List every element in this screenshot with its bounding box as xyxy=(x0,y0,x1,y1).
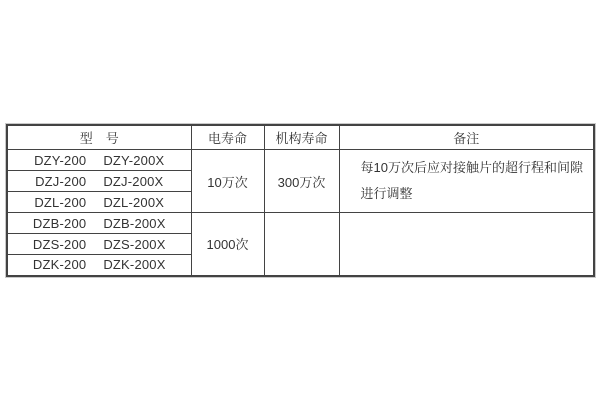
table-row-dzy xyxy=(7,150,594,171)
model-name: DZL-200 xyxy=(34,194,87,210)
remark-line-1: 每10万次后应对接触片的超行程和间隙 xyxy=(360,160,583,175)
model-name: DZB-200X xyxy=(103,215,166,231)
table-row-dzb xyxy=(7,213,594,234)
relay-spec-table xyxy=(6,124,595,277)
model-pair xyxy=(34,195,164,210)
model-cell-dzj xyxy=(7,171,191,192)
mechanism-life-group2-cell xyxy=(264,213,339,276)
electrical-life-group1-cell: 10万次 xyxy=(191,150,264,213)
table-header-row xyxy=(7,125,594,150)
model-name: DZK-200 xyxy=(32,257,87,273)
model-name: DZB-200 xyxy=(32,215,87,231)
model-cell-dzk xyxy=(7,255,191,276)
model-name: DZS-200 xyxy=(32,236,87,252)
model-name: DZK-200X xyxy=(103,257,166,273)
model-name: DZJ-200X xyxy=(103,173,164,189)
col-header-mechanism-life: 机构寿命 xyxy=(264,125,339,150)
model-name: DZS-200X xyxy=(103,236,166,252)
col-header-model: 型 号 xyxy=(7,125,191,150)
model-pair xyxy=(33,216,166,231)
model-name: DZY-200 xyxy=(34,152,87,168)
remarks-group2-cell xyxy=(339,213,594,276)
col-header-remarks: 备注 xyxy=(339,125,594,150)
model-cell-dzl xyxy=(7,192,191,213)
model-pair xyxy=(33,257,166,272)
model-name: DZJ-200 xyxy=(35,173,87,189)
mechanism-life-group1-cell: 300万次 xyxy=(264,150,339,213)
col-header-electrical-life: 电寿命 xyxy=(191,125,264,150)
model-name: DZL-200X xyxy=(103,194,165,210)
model-pair xyxy=(33,237,166,252)
model-name: DZY-200X xyxy=(103,152,165,168)
remarks-group1-cell xyxy=(339,150,594,213)
remark-line-2: 进行调整 xyxy=(360,186,413,201)
model-pair xyxy=(35,174,163,189)
model-pair xyxy=(34,153,164,168)
model-cell-dzy xyxy=(7,150,191,171)
electrical-life-group2-cell: 1000次 xyxy=(191,213,264,276)
model-cell-dzs xyxy=(7,234,191,255)
model-cell-dzb xyxy=(7,213,191,234)
